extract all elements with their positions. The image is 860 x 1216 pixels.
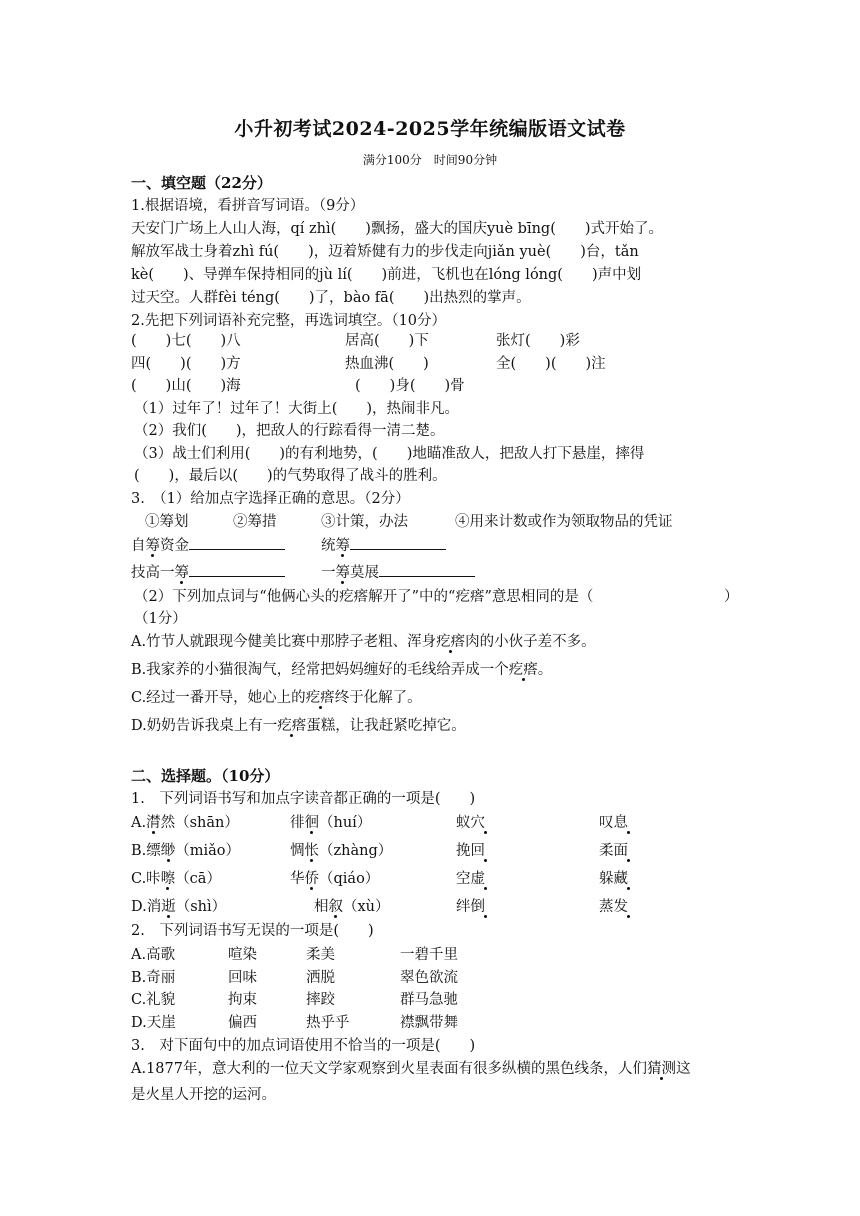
idiom-blank: 热血沸( ) — [345, 356, 429, 372]
page-subtitle: 满分100分 时间90分钟 — [362, 153, 498, 167]
s2-q2-stem: 2. 下列词语书写无误的一项是( ) — [131, 923, 374, 939]
idiom-blank: 全( )( )注 — [496, 356, 606, 372]
option-word: 绊倒 — [456, 899, 485, 915]
answer-blank[interactable] — [189, 534, 285, 550]
option-word[interactable]: B.缥缈（miǎo） — [131, 843, 241, 859]
dotted-word-item: 统筹 — [321, 534, 446, 557]
page-title: 小升初考试2024-2025学年统编版语文试卷 — [234, 118, 626, 140]
meaning-option: ①筹划 — [145, 514, 189, 530]
q2-sentence: ( )，最后以( )的气势取得了战斗的胜利。 — [134, 468, 447, 484]
option-word: 相叙（xù） — [314, 899, 390, 915]
meaning-option: ③计策，办法 — [321, 514, 408, 530]
option-word: 柔美 — [306, 947, 335, 963]
idiom-blank: ( )山( )海 — [131, 378, 241, 394]
idiom-blank: 张灯( )彩 — [496, 333, 580, 349]
option-word: 偏西 — [228, 1015, 257, 1031]
option-word[interactable]: A.潸然（shān） — [131, 815, 239, 831]
option-word: 热乎乎 — [306, 1015, 350, 1031]
q1-stem: 1.根据语境，看拼音写词语。（9分） — [131, 198, 365, 214]
option-word: 翠色欲流 — [400, 970, 458, 986]
option-word: 叹息 — [599, 815, 628, 831]
answer-blank[interactable] — [379, 561, 475, 577]
option-word: 华侨（qiáo） — [290, 871, 380, 887]
option-word: 惆怅（zhàng） — [290, 843, 393, 859]
meaning-option: ②筹措 — [233, 514, 277, 530]
idiom-blank: ( )身( )骨 — [355, 378, 465, 394]
dotted-word-item: 技高一筹 — [131, 561, 285, 584]
option-word: 蒸发 — [599, 899, 628, 915]
idiom-blank: 居高( )下 — [345, 333, 429, 349]
dotted-word-item: 一筹莫展 — [321, 561, 475, 584]
option-word: 回味 — [228, 970, 257, 986]
answer-blank[interactable] — [350, 534, 446, 550]
q1-line: kè( )、导弹车保持相同的jù lí( )前进，飞机也在lóng lóng( )声中划 — [131, 267, 642, 283]
answer-blank[interactable] — [189, 561, 285, 577]
q3-part2-score: （1分） — [134, 611, 187, 627]
choice-option[interactable]: D.奶奶告诉我桌上有一疙瘩蛋糕，让我赶紧吃掉它。 — [131, 718, 466, 734]
option-word[interactable]: D.天崖 — [131, 1015, 176, 1031]
option-word: 喧染 — [228, 947, 257, 963]
option-word[interactable]: B.奇丽 — [131, 970, 176, 986]
option-word[interactable]: C.咔嚓（cā） — [131, 871, 221, 887]
s2-q3-option-a-cont: 是火星人开挖的运河。 — [131, 1087, 276, 1103]
option-word[interactable]: C.礼貌 — [131, 992, 176, 1008]
option-word: 躲藏 — [599, 871, 628, 887]
q3-part2-stem: （2）下列加点词与“他俩心头的疙瘩解开了”中的“疙瘩”意思相同的是（ — [134, 589, 594, 605]
option-word: 蚁穴 — [456, 815, 485, 831]
q2-sentence: （2）我们( )，把敌人的行踪看得一清二楚。 — [134, 423, 445, 439]
dotted-word-item: 自筹资金 — [131, 534, 285, 557]
q2-sentence: （1）过年了！过年了！大街上( )，热闹非凡。 — [134, 401, 460, 417]
q1-line: 解放军战士身着zhì fú( )，迈着矫健有力的步伐走向jiǎn yuè( )台，tǎn — [131, 244, 639, 260]
s2-q1-stem: 1. 下列词语书写和加点字读音都正确的一项是( ) — [131, 791, 476, 807]
option-word: 襟飘带舞 — [400, 1015, 458, 1031]
q1-line: 天安门广场上人山人海，qí zhì( )飘扬，盛大的国庆yuè bīng( )式开始了。 — [131, 221, 664, 237]
s2-q3-stem: 3. 对下面句中的加点词语使用不恰当的一项是( ) — [131, 1038, 476, 1054]
q2-stem: 2.先把下列词语补充完整，再选词填空。（10分） — [131, 313, 447, 329]
idiom-blank: ( )七( )八 — [131, 333, 241, 349]
meaning-option: ④用来计数或作为领取物品的凭证 — [455, 514, 673, 530]
s2-q3-option-a[interactable]: A.1877年，意大利的一位天文学家观察到火星表面有很多纵横的黑色线条，人们猜测这 — [131, 1061, 691, 1077]
q2-sentence: （3）战士们利用( )的有利地势，( )地瞄准敌人，把敌人打下悬崖，摔得 — [134, 446, 645, 462]
q3-stem: 3. （1）给加点字选择正确的意思。（2分） — [131, 491, 410, 507]
option-word[interactable]: A.高歌 — [131, 947, 176, 963]
section-heading-fill: 一、填空题（22分） — [131, 174, 272, 192]
option-word: 拘束 — [228, 992, 257, 1008]
option-word: 群马急驰 — [400, 992, 458, 1008]
option-word: 空虚 — [456, 871, 485, 887]
option-word: 摔跤 — [306, 992, 335, 1008]
idiom-blank: 四( )( )方 — [131, 356, 241, 372]
choice-option[interactable]: B.我家养的小猫很淘气，经常把妈妈缠好的毛线给弄成一个疙瘩。 — [131, 662, 553, 678]
option-word: 徘徊（huí） — [290, 815, 372, 831]
option-word: 柔面 — [599, 843, 628, 859]
option-word[interactable]: D.消逝（shì） — [131, 899, 227, 915]
choice-option[interactable]: A.竹节人就跟现今健美比赛中那脖子老粗、浑身疙瘩肉的小伙子差不多。 — [131, 634, 596, 650]
option-word: 洒脱 — [306, 970, 335, 986]
option-word: 一碧千里 — [400, 947, 458, 963]
choice-option[interactable]: C.经过一番开导，她心上的疙瘩终于化解了。 — [131, 690, 422, 706]
answer-paren[interactable]: ） — [724, 589, 739, 605]
option-word: 挽回 — [456, 843, 485, 859]
q1-line: 过天空。人群fèi téng( )了，bào fā( )出热烈的掌声。 — [131, 290, 531, 306]
section-heading-choice: 二、选择题。（10分） — [131, 767, 280, 785]
